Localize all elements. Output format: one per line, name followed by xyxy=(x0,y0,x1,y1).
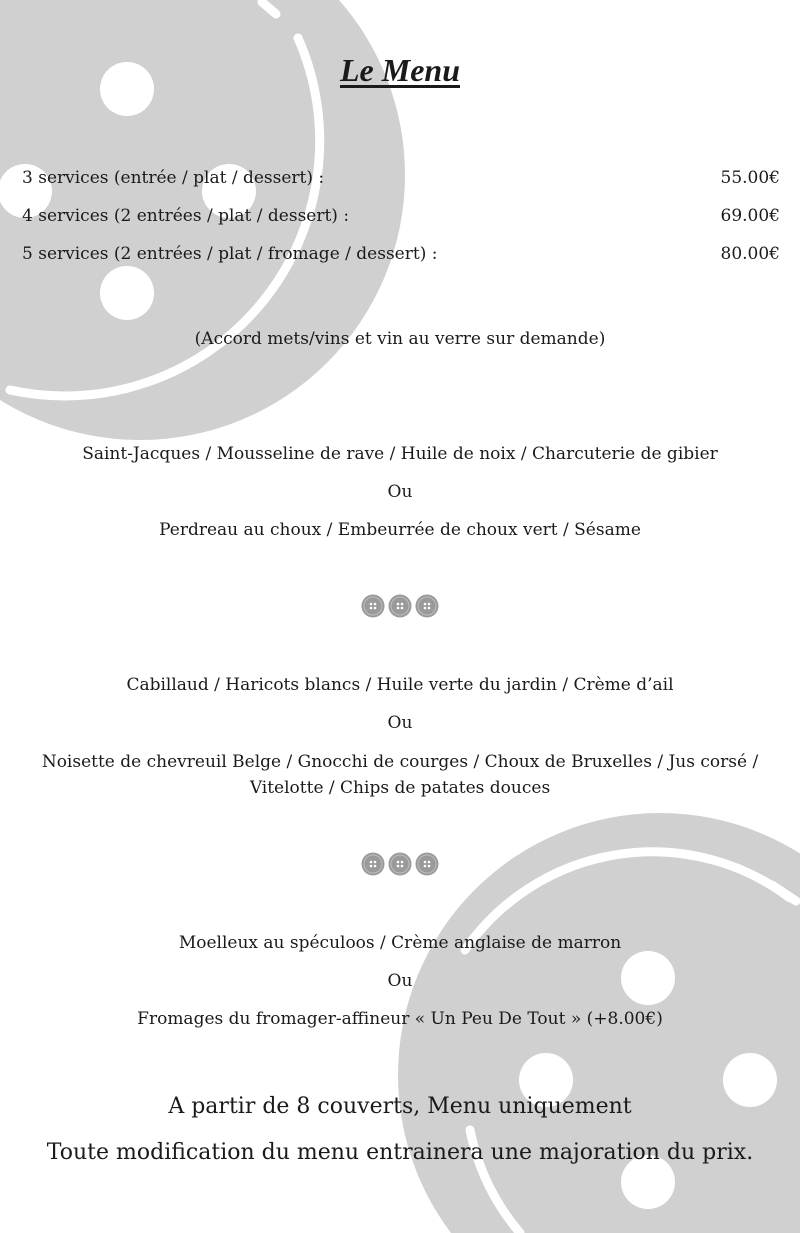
sewing-button-icon xyxy=(415,594,439,618)
starter-option-2: Perdreau au choux / Embeurrée de choux vert / Sésame xyxy=(159,520,641,540)
price-label: 4 services (2 entrées / plat / dessert) : xyxy=(22,206,350,226)
sewing-button-icon xyxy=(388,594,412,618)
price-row-4-services xyxy=(22,204,780,228)
main-option-2-line-1: Noisette de chevreuil Belge / Gnocchi de courges / Choux de Bruxelles / Jus corsé / xyxy=(41,752,759,772)
dessert-or: Ou xyxy=(387,971,413,991)
main-option-2-line-2: Vitelotte / Chips de patates douces xyxy=(249,778,551,798)
wine-pairing-note: (Accord mets/vins et vin au verre sur demande) xyxy=(194,329,606,349)
price-row-3-services xyxy=(22,166,780,190)
price-label: 5 services (2 entrées / plat / fromage / dessert) : xyxy=(22,244,438,264)
course-separator xyxy=(0,594,800,622)
course-separator xyxy=(0,852,800,880)
dessert-option-1: Moelleux au spéculoos / Crème anglaise de marron xyxy=(178,933,622,953)
sewing-button-icon xyxy=(361,594,385,618)
price-value: 69.00€ xyxy=(720,206,780,226)
price-label: 3 services (entrée / plat / dessert) : xyxy=(22,168,325,188)
price-value: 80.00€ xyxy=(720,244,780,264)
footer-group-note: A partir de 8 couverts, Menu uniquement xyxy=(168,1094,632,1119)
price-row-5-services xyxy=(22,242,780,266)
sewing-button-icon xyxy=(415,852,439,876)
price-value: 55.00€ xyxy=(720,168,780,188)
main-option-1: Cabillaud / Haricots blancs / Huile verte du jardin / Crème d’ail xyxy=(126,675,674,695)
sewing-button-icon xyxy=(361,852,385,876)
starter-option-1: Saint-Jacques / Mousseline de rave / Huile de noix / Charcuterie de gibier xyxy=(82,444,718,464)
sewing-button-icon xyxy=(388,852,412,876)
starter-or: Ou xyxy=(387,482,413,502)
page-title: Le Menu xyxy=(340,52,460,88)
main-or: Ou xyxy=(387,713,413,733)
dessert-option-2: Fromages du fromager-affineur « Un Peu De Tout » (+8.00€) xyxy=(137,1009,663,1029)
footer-modification-note: Toute modification du menu entrainera une majoration du prix. xyxy=(46,1140,754,1165)
